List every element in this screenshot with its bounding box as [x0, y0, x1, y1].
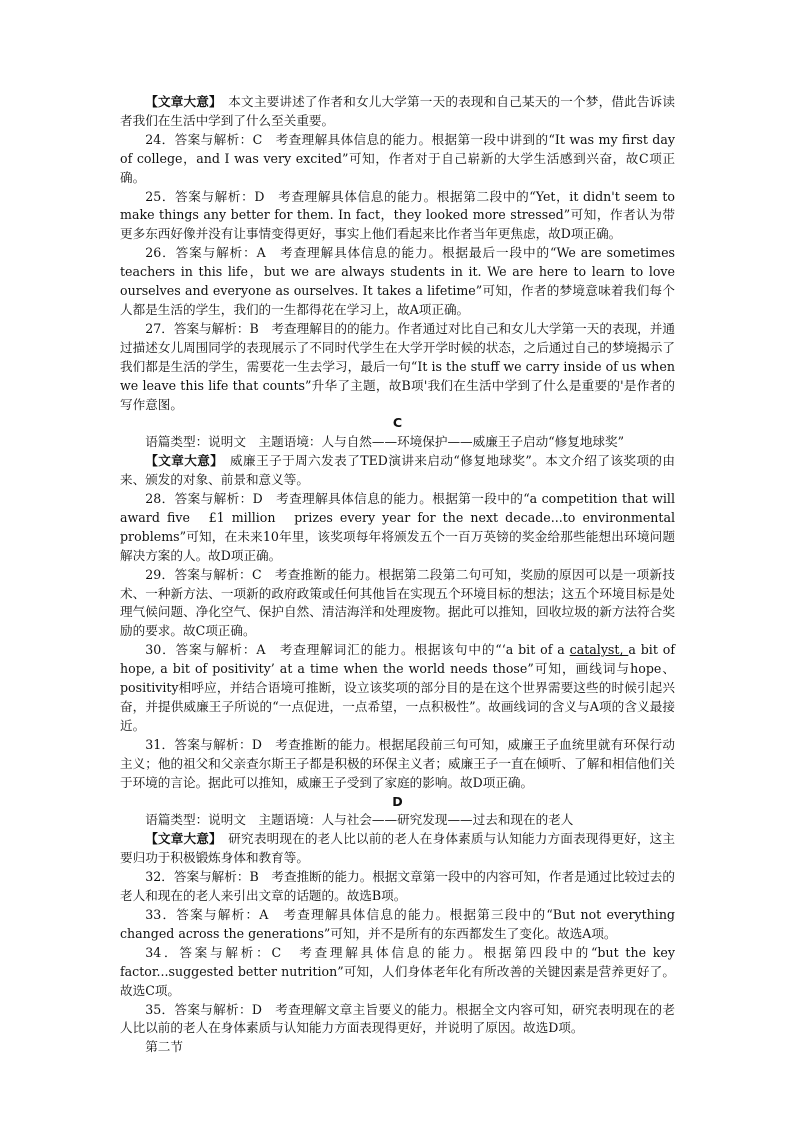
passage-c-type-line: 语篇类型：说明文 主题语境：人与自然——环境保护——威廉王子启动“修复地球奖”	[145, 434, 625, 450]
passage-d-type-line: 语篇类型：说明文 主题语境：人与社会——研究发现——过去和现在的老人	[145, 812, 574, 828]
answer-30-pre: 30．答案与解析：A 考查理解词汇的能力。根据该句中的“‘a bit of a	[145, 642, 570, 658]
answer-29: 29．答案与解析：C 考查推断的能力。根据第二段第二句可知，奖励的原因可以是一项新技术、一种新方法、一项新的政府政策或任何其他旨在实现五个环境目标的想法；这五个环境目标是处理气候问题、净化空气、保护自然、清洁海洋和处理废物。据此可以推知，回收垃圾的新方法符合奖励的要求。故C项正确。	[120, 566, 675, 639]
passage-c-letter: C	[392, 415, 403, 431]
summary-text: 研究表明现在的老人比以前的老人在身体素质与认知能力方面表现得更好，这主要归功于积极锻炼身体和教育等。	[120, 831, 676, 866]
passage-d-letter: D	[392, 793, 403, 809]
passage-c-summary	[120, 452, 675, 490]
answer-34: 34．答案与解析：C 考查理解具体信息的能力。根据第四段中的“but the key factor...suggested better nutrition”可知，人们身体老年化有所改善的关键因素是营养更好了。故选C项。	[120, 944, 675, 998]
answer-25: 25．答案与解析：D 考查理解具体信息的能力。根据第二段中的“Yet，it didn't seem to make things any better for them. In fact，they looked more stressed”可知，作者认为带更多东西好像并没有让事情变得更好，事实上他们看起来比作者当年更焦虑，故D项正确。	[120, 188, 675, 242]
answer-page	[120, 93, 675, 1057]
summary-label: 【文章大意】	[145, 94, 216, 109]
section-two-heading: 第二节	[145, 1039, 183, 1055]
answer-28: 28．答案与解析：D 考查理解具体信息的能力。根据第一段中的“a competition that will award five £1 million prizes every year for the next decade...to environmental problems”可知，在未来10年里，该奖项每年将颁发五个一百万英镑的奖金给那些能想出环境问题解决方案的人。故D项正确。	[120, 491, 675, 563]
summary-text: 威廉王子于周六发表了TED演讲来启动“修复地球奖”。本文介绍了该奖项的由来、颁发的对象、前景和意义等。	[120, 453, 676, 488]
passage-b-summary	[120, 93, 675, 131]
answer-30	[120, 641, 675, 736]
underlined-word: catalyst,	[569, 642, 629, 658]
answer-24: 24．答案与解析：C 考查理解具体信息的能力。根据第一段中讲到的“It was my first day of college，and I was very excited”可知，作者对于自己崭新的大学生活感到兴奋，故C项正确。	[120, 131, 675, 185]
answer-35: 35．答案与解析：D 考查理解文章主旨要义的能力。根据全文内容可知，研究表明现在的老人比以前的老人在身体素质与认知能力方面表现得更好，并说明了原因。故选D项。	[120, 1001, 675, 1036]
answer-26: 26．答案与解析：A 考查理解具体信息的能力。根据最后一段中的“We are sometimes teachers in this life，but we are always students in it. We are here to learn to love ourselves and everyone as ourselves. It takes a lifetime”可知，作者的梦境意味着我们每个人都是生活的学生，我们的一生都得花在学习上，故A项正确。	[120, 245, 675, 317]
answer-32: 32．答案与解析：B 考查推断的能力。根据文章第一段中的内容可知，作者是通过比较过去的老人和现在的老人来引出文章的话题的。故选B项。	[120, 869, 675, 904]
summary-label: 【文章大意】	[145, 453, 217, 469]
answer-27: 27．答案与解析：B 考查理解目的的能力。作者通过对比自己和女儿大学第一天的表现，并通过描述女儿周围同学的表现展示了不同时代学生在大学开学时候的状态，之后通过自己的梦境揭示了我们都是生活的学生，需要花一生去学习，最后一句“It is the stuff we carry inside of us when we leave this life that counts”升华了主题，故B项'我们在生活中学到了什么是重要的'是作者的写作意图。	[120, 320, 675, 412]
passage-d-summary	[120, 830, 675, 868]
answer-33: 33．答案与解析：A 考查理解具体信息的能力。根据第三段中的“But not everything changed across the generations”可知，并不是所有的东西都发生了变化。故选A项。	[120, 906, 675, 941]
answer-30-post: a bit of hope, a bit of positivity’ at a time when the world needs those”可知，画线词与hope、positivity相呼应，并结合语境可推断，设立该奖项的部分目的是在这个世界需要这些的时候引起兴奋，并提供威廉王子所说的“一点促进，一点希望，一点积极性”。故画线词的含义与A项的含义最接近。	[120, 642, 676, 733]
answer-31: 31．答案与解析：D 考查推断的能力。根据尾段前三句可知，威廉王子血统里就有环保行动主义；他的祖父和父亲查尔斯王子都是积极的环保主义者；威廉王子一直在倾听、了解和相信他们关于环境的言论。据此可以推知，威廉王子受到了家庭的影响。故D项正确。	[120, 736, 675, 790]
summary-label: 【文章大意】	[145, 831, 216, 847]
summary-text: 本文主要讲述了作者和女儿大学第一天的表现和自己某天的一个梦，借此告诉读者我们在生活中学到了什么至关重要。	[120, 94, 676, 128]
